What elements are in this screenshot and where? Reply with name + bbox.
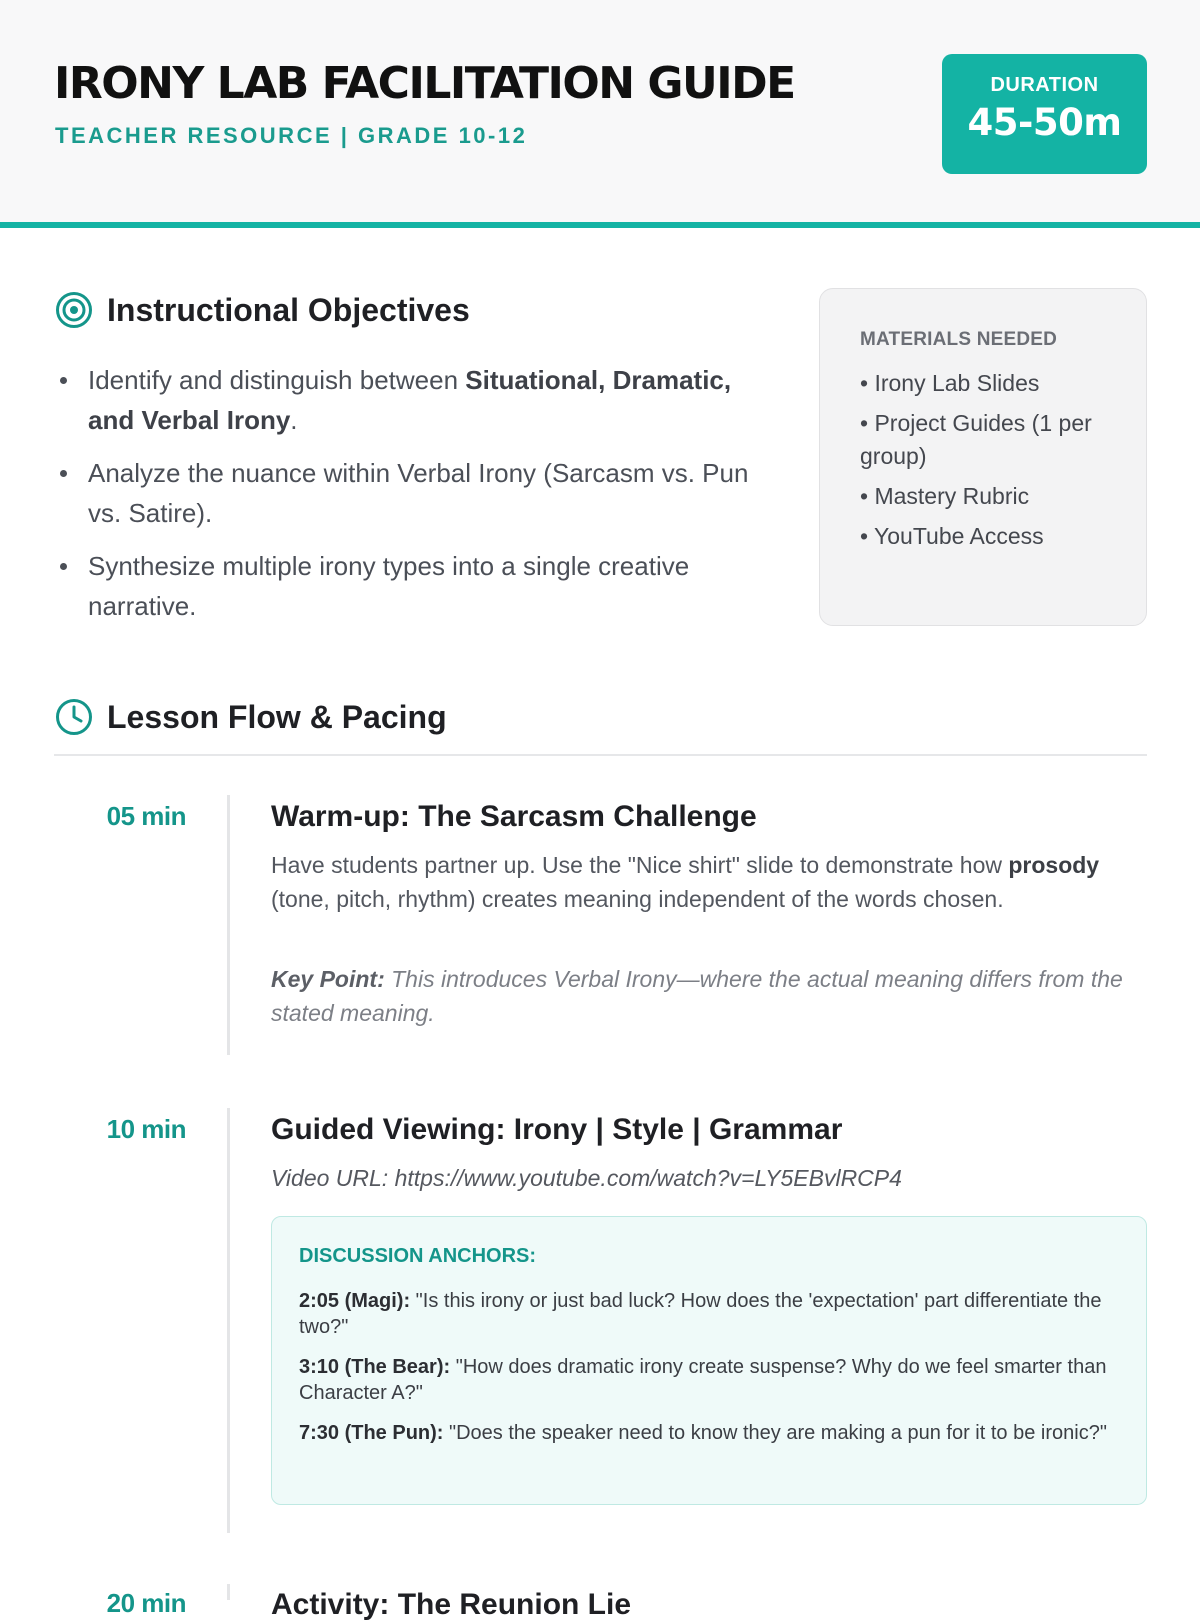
step-title: Activity: The Reunion Lie xyxy=(271,1588,632,1621)
step-time: 05 min xyxy=(106,801,186,831)
page-subtitle: TEACHER RESOURCE | GRADE 10-12 xyxy=(55,123,528,148)
divider xyxy=(54,754,1147,756)
timeline-line xyxy=(227,1584,230,1600)
objective-item: Analyze the nuance within Verbal Irony (Sarcasm vs. Pun vs. Satire). xyxy=(54,453,774,533)
objectives-title: Instructional Objectives xyxy=(107,291,470,328)
step-title: Warm-up: The Sarcasm Challenge xyxy=(271,800,757,833)
target-icon xyxy=(54,290,94,330)
clock-icon xyxy=(54,697,94,737)
lesson-heading xyxy=(54,697,447,737)
objective-item: Synthesize multiple irony types into a single creative narrative. xyxy=(54,546,774,626)
duration-value: 45-50m xyxy=(967,101,1122,144)
anchor-item: 2:05 (Magi): "Is this irony or just bad luck? How does the 'expectation' part differentiate the two?" xyxy=(299,1290,1102,1338)
materials-item: • Irony Lab Slides xyxy=(860,370,1040,396)
video-url: Video URL: https://www.youtube.com/watch?v=LY5EBvlRCP4 xyxy=(271,1165,902,1191)
page-title: IRONY LAB FACILITATION GUIDE xyxy=(54,58,795,109)
duration-label: DURATION xyxy=(990,74,1099,96)
timeline-line xyxy=(227,795,230,1055)
materials-item: • Project Guides (1 per group) xyxy=(860,410,1092,469)
objectives-heading xyxy=(54,290,470,330)
step-time: 10 min xyxy=(106,1114,186,1144)
materials-item: • Mastery Rubric xyxy=(860,483,1030,509)
lesson-title: Lesson Flow & Pacing xyxy=(107,698,447,735)
step-time: 20 min xyxy=(106,1588,186,1618)
materials-heading: MATERIALS NEEDED xyxy=(860,329,1058,350)
objectives-list xyxy=(54,360,774,639)
timeline-line xyxy=(227,1108,230,1533)
anchors-heading: DISCUSSION ANCHORS: xyxy=(299,1245,537,1267)
anchor-item: 3:10 (The Bear): "How does dramatic irony create suspense? Why do we feel smarter than Character A?" xyxy=(299,1356,1107,1404)
objective-item: Identify and distinguish between Situational, Dramatic, and Verbal Irony. xyxy=(54,360,774,440)
duration-badge xyxy=(942,54,1147,174)
anchor-item: 7:30 (The Pun): "Does the speaker need to know they are making a pun for it to be ironic?" xyxy=(299,1422,1107,1444)
materials-card xyxy=(819,288,1147,626)
materials-item: • YouTube Access xyxy=(860,523,1044,549)
key-point: Key Point: This introduces Verbal Irony—where the actual meaning differs from the stated meaning. xyxy=(271,966,1123,1026)
step-description: Have students partner up. Use the "Nice shirt" slide to demonstrate how prosody (tone, pitch, rhythm) creates meaning independent of the words chosen. xyxy=(271,852,1100,912)
step-title: Guided Viewing: Irony | Style | Grammar xyxy=(271,1113,843,1146)
discussion-anchors xyxy=(271,1216,1147,1505)
header xyxy=(0,0,1200,228)
